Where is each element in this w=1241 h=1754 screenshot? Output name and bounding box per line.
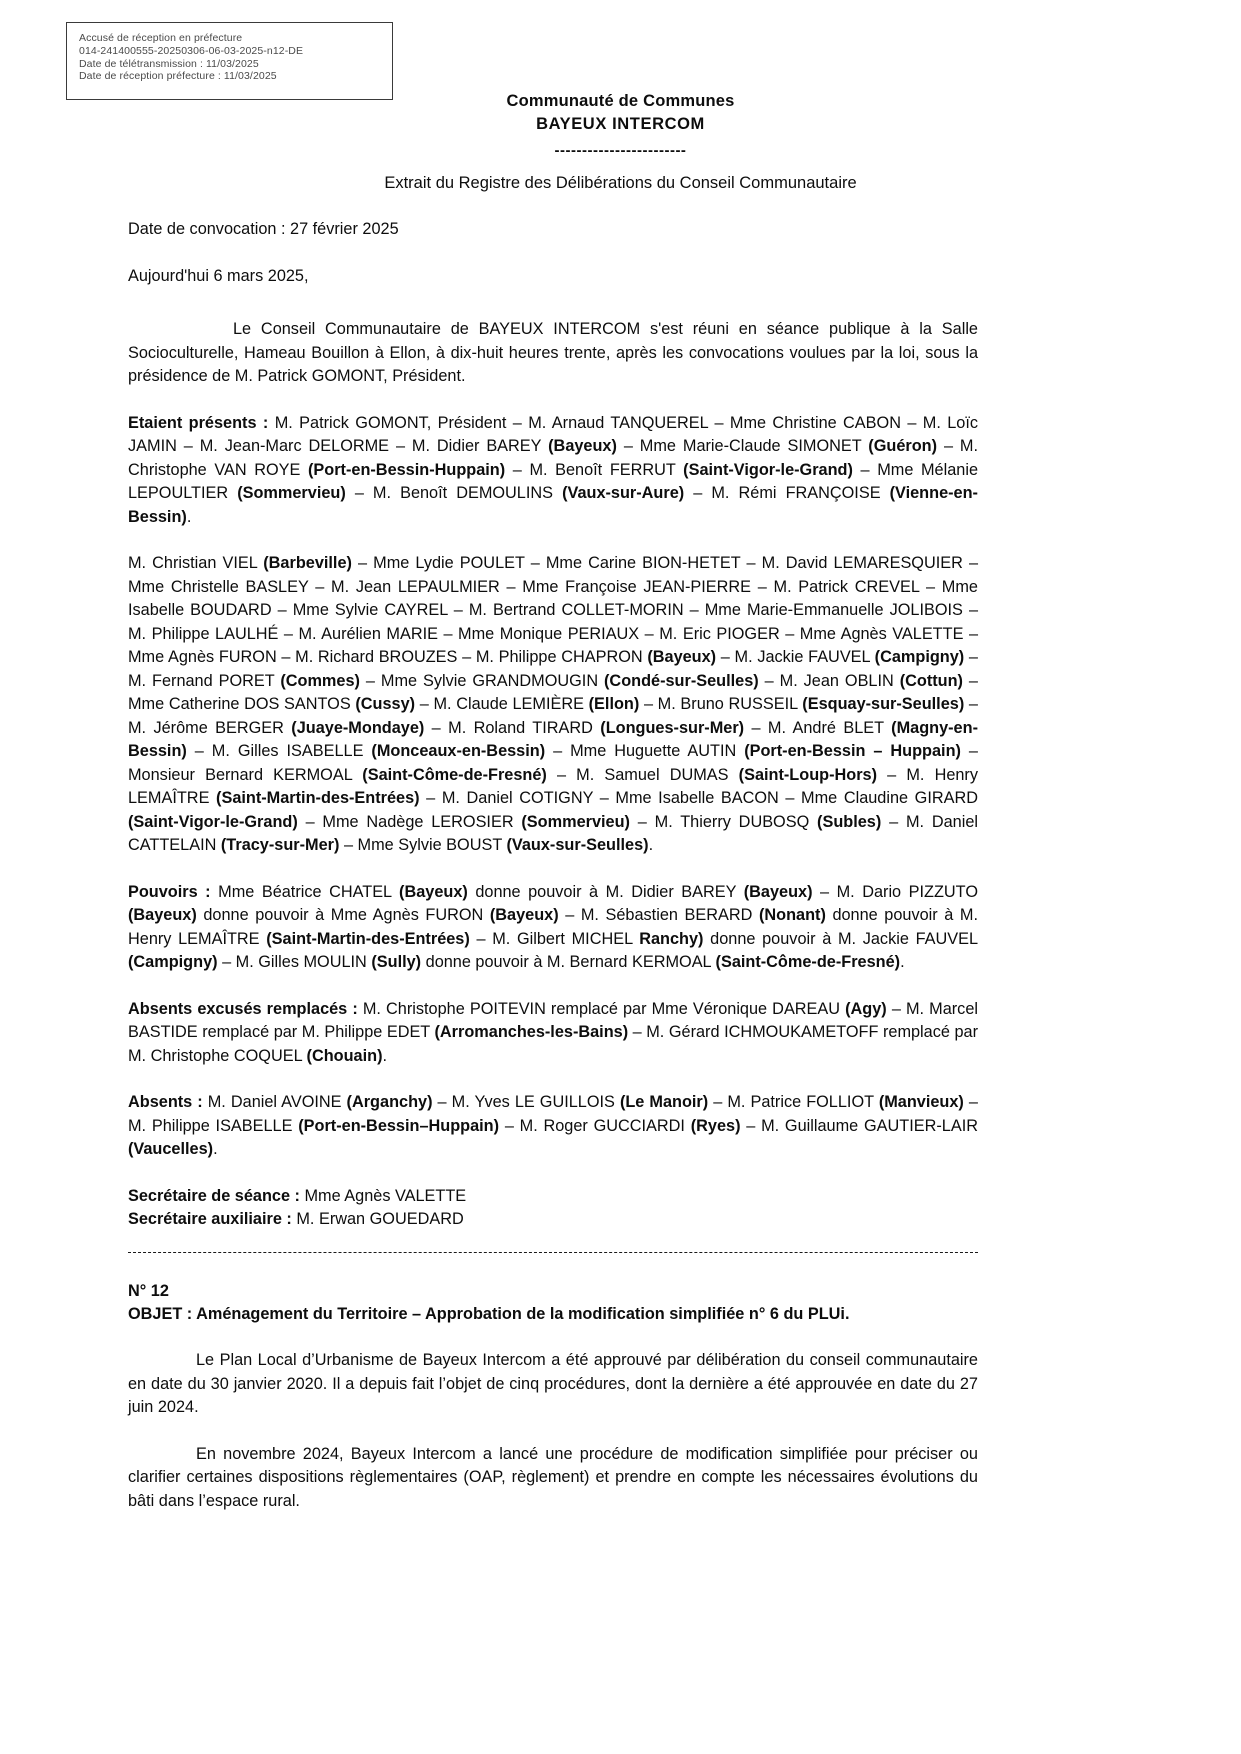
header-divider: ------------------------ [554, 142, 687, 159]
presents-label: Etaient présents : [128, 413, 269, 432]
stamp-line-1: Accusé de réception en préfecture [79, 32, 243, 44]
absents-list: M. Daniel AVOINE (Arganchy) – M. Yves LE GUILLOIS (Le Manoir) – M. Patrice FOLLIOT (Manvieux) – M. Philippe ISABELLE (Port-en-Bessin–Huppain) – M. Roger GUCCIARDI (Ryes) – M. Guillaume GAUTIER-LAIR (Vaucelles). [128, 1093, 978, 1158]
secretary-auxiliaire [128, 1208, 978, 1232]
decision-paragraph-1: Le Plan Local d’Urbanisme de Bayeux Intercom a été approuvé par délibération du conseil communautaire en date du 30 janvier 2020. Il a depuis fait l’objet de cinq procédures, dont la dernière a été approuvée en date du 27 juin 2024. [128, 1351, 978, 1416]
secretary-auxiliaire-label: Secrétaire auxiliaire : [128, 1210, 292, 1228]
document-body [128, 218, 978, 1232]
convocation-date: Date de convocation : 27 février 2025 [128, 220, 399, 238]
page-title: Extrait du Registre des Délibérations du Conseil Communautaire [384, 174, 857, 192]
prefecture-receipt-stamp [66, 22, 393, 100]
stamp-line-4: Date de réception préfecture : 11/03/2025 [79, 70, 277, 83]
secretary-seance-value: Mme Agnès VALETTE [299, 1186, 467, 1205]
decision-objet: OBJET : Aménagement du Territoire – Approbation de la modification simplifiée n° 6 du PLUi. [128, 1305, 850, 1323]
decision-section [128, 1280, 978, 1513]
absents-excuses-paragraph [128, 998, 978, 1069]
pouvoirs-label: Pouvoirs : [128, 882, 211, 901]
stamp-line-2: 014-241400555-20250306-06-03-2025-n12-DE [79, 44, 304, 57]
secretary-seance-label: Secrétaire de séance : [128, 1186, 300, 1205]
organization-name: Communauté de Communes [506, 92, 735, 110]
members-list: M. Christian VIEL (Barbeville) – Mme Lydie POULET – Mme Carine BION-HETET – M. David LEMARESQUIER – Mme Christelle BASLEY – M. Jean LEPAULMIER – Mme Françoise JEAN-PIERRE – M. Patrick CREVEL – Mme Isabelle BOUDARD – Mme Sylvie CAYREL – M. Bertrand COLLET-MORIN – Mme Marie-Emmanuelle JOLIBOIS – M. Philippe LAULHÉ – M. Aurélien MARIE – Mme Monique PERIAUX – M. Eric PIOGER – Mme Agnès VALETTE – Mme Agnès FURON – M. Richard BROUZES – M. Philippe CHAPRON (Bayeux) – M. Jackie FAUVEL (Campigny) – M. Fernand PORET (Commes) – Mme Sylvie GRANDMOUGIN (Condé-sur-Seulles) – M. Jean OBLIN (Cottun) – Mme Catherine DOS SANTOS (Cussy) – M. Claude LEMIÈRE (Ellon) – M. Bruno RUSSEIL (Esquay-sur-Seulles) – M. Jérôme BERGER (Juaye-Mondaye) – M. Roland TIRARD (Longues-sur-Mer) – M. André BLET (Magny-en-Bessin) – M. Gilles ISABELLE (Monceaux-en-Bessin) – Mme Huguette AUTIN (Port-en-Bessin – Huppain) – Monsieur Bernard KERMOAL (Saint-Côme-de-Fresné) – M. Samuel DUMAS (Saint-Loup-Hors) – M. Henry LEMAÎTRE (Saint-Martin-des-Entrées) – M. Daniel COTIGNY – Mme Isabelle BACON – Mme Claudine GIRARD (Saint-Vigor-le-Grand) – Mme Nadège LEROSIER (Sommervieu) – M. Thierry DUBOSQ (Subles) – M. Daniel CATTELAIN (Tracy-sur-Mer) – Mme Sylvie BOUST (Vaux-sur-Seulles). [128, 554, 979, 854]
document-header [0, 90, 1241, 162]
stamp-line-3: Date de télétransmission : 11/03/2025 [79, 57, 259, 70]
secretary-seance [128, 1185, 978, 1209]
secretary-auxiliaire-value: M. Erwan GOUEDARD [291, 1210, 464, 1228]
decision-number: N° 12 [128, 1282, 169, 1300]
members-paragraph [128, 552, 978, 858]
presents-paragraph [128, 412, 978, 530]
organization-subtitle: BAYEUX INTERCOM [536, 115, 705, 133]
pouvoirs-paragraph [128, 881, 978, 975]
pouvoirs-list: Mme Béatrice CHATEL (Bayeux) donne pouvoir à M. Didier BAREY (Bayeux) – M. Dario PIZZUTO (Bayeux) donne pouvoir à Mme Agnès FURON (Bayeux) – M. Sébastien BERARD (Nonant) donne pouvoir à M. Henry LEMAÎTRE (Saint-Martin-des-Entrées) – M. Gilbert MICHEL Ranchy) donne pouvoir à M. Jackie FAUVEL (Campigny) – M. Gilles MOULIN (Sully) donne pouvoir à M. Bernard KERMOAL (Saint-Côme-de-Fresné). [128, 882, 979, 971]
absents-excuses-label: Absents excusés remplacés : [128, 999, 358, 1018]
presents-list: M. Patrick GOMONT, Président – M. Arnaud TANQUEREL – Mme Christine CABON – M. Loïc JAMIN – M. Jean-Marc DELORME – M. Didier BAREY (Bayeux) – Mme Marie-Claude SIMONET (Guéron) – M. Christophe VAN ROYE (Port-en-Bessin-Huppain) – M. Benoît FERRUT (Saint-Vigor-le-Grand) – Mme Mélanie LEPOULTIER (Sommervieu) – M. Benoît DEMOULINS (Vaux-sur-Aure) – M. Rémi FRANÇOISE (Vienne-en-Bessin). [128, 413, 978, 526]
intro-paragraph: Le Conseil Communautaire de BAYEUX INTERCOM s'est réuni en séance publique à la Salle Socioculturelle, Hameau Bouillon à Ellon, à dix-huit heures trente, après les convocations voulues par la loi, sous la présidence de M. Patrick GOMONT, Président. [128, 320, 978, 385]
absents-paragraph [128, 1091, 978, 1162]
absents-label: Absents : [128, 1093, 203, 1111]
session-date: Aujourd'hui 6 mars 2025, [128, 266, 309, 285]
section-separator [128, 1252, 978, 1253]
absents-excuses-list: M. Christophe POITEVIN remplacé par Mme Véronique DAREAU (Agy) – M. Marcel BASTIDE remplacé par M. Philippe EDET (Arromanches-les-Bains) – M. Gérard ICHMOUKAMETOFF remplacé par M. Christophe COQUEL (Chouain). [128, 999, 978, 1065]
decision-paragraph-2: En novembre 2024, Bayeux Intercom a lancé une procédure de modification simplifiée pour préciser ou clarifier certaines dispositions règlementaires (OAP, règlement) et prendre en compte les nécessaires évolutions du bâti dans l’espace rural. [128, 1444, 978, 1510]
